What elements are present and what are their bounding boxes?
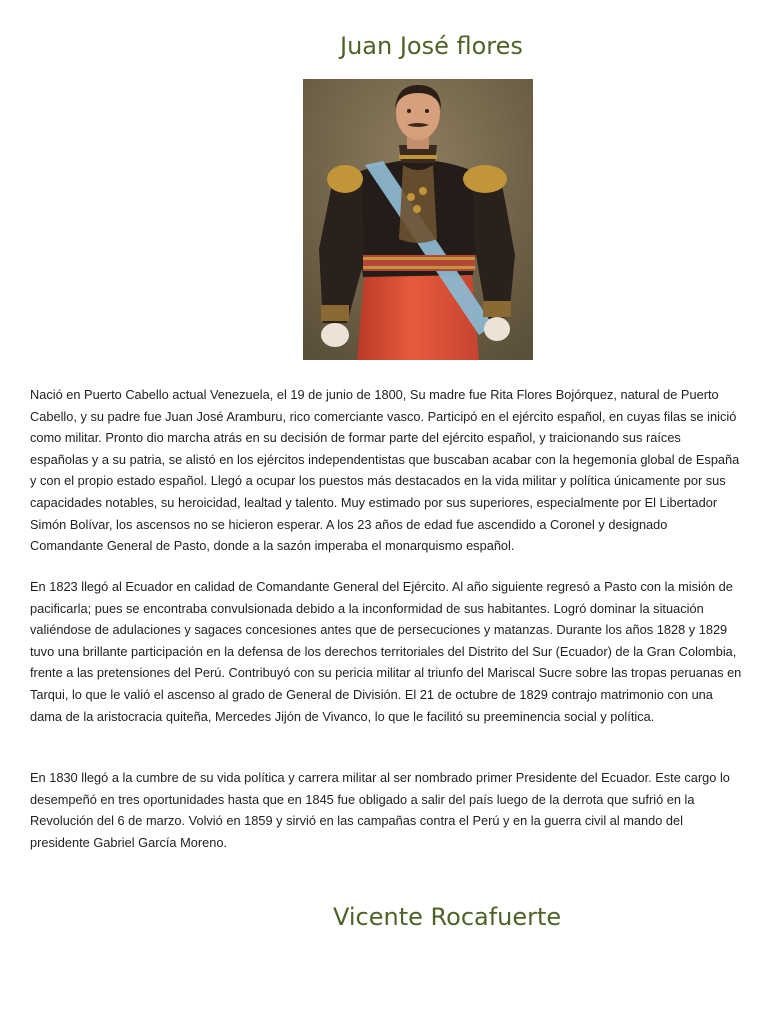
biography-paragraph-3: En 1830 llegó a la cumbre de su vida política y carrera militar al ser nombrado primer Presidente del Ecuador. Este cargo lo desempeñó en tres oportunidades hasta que en 1845 fue obligado a salir del país luego de la derrota que sufrió en la Revolución del 6 de marzo. Volvió en 1859 y sirvió en las campañas contra el Perú y en la guerra civil al mando del presidente Gabriel García Moreno.	[30, 770, 730, 850]
section-title-vicente-rocafuerte: Vicente Rocafuerte	[333, 903, 562, 931]
portrait-embroidery	[399, 165, 437, 243]
portrait-eye	[407, 109, 411, 113]
portrait-image-juan-jose-flores	[303, 79, 533, 360]
biography-paragraph-2: En 1823 llegó al Ecuador en calidad de Comandante General del Ejército. Al año siguiente regresó a Pasto con la misión de pacificarla; pues se encontraba convulsionada debido a la inconformidad de sus habitantes. Logró dominar la situación valiéndose de adulaciones y sagaces concesiones antes que de persecuciones y matanzas. Durante los años 1828 y 1829 tuvo una brillante participación en la defensa de los derechos territoriales del Distrito del Sur (Ecuador) de la Gran Colombia, frente a las pretensiones del Perú. Contribuyó con su pericia militar al triunfo del Mariscal Sucre sobre las tropas peruanas en Tarqui, lo que le valió el ascenso al grado de General de División. El 21 de octubre de 1829 contrajo matrimonio con una dama de la aristocracia quiteña, Mercedes Jijón de Vivanco, lo que le facilitó su preeminencia social y política.	[30, 579, 742, 724]
portrait-eye	[425, 109, 429, 113]
portrait-medal	[407, 193, 415, 201]
section-title-juan-jose-flores: Juan José flores	[340, 32, 523, 60]
portrait-medal	[413, 205, 421, 213]
portrait-belt-trim	[363, 257, 475, 260]
portrait-right-epaulette	[463, 165, 507, 193]
portrait-right-hand	[484, 317, 510, 341]
portrait-left-hand	[321, 323, 349, 347]
portrait-medal	[419, 187, 427, 195]
portrait-right-cuff	[483, 301, 511, 317]
portrait-collar-trim	[399, 155, 437, 159]
portrait-left-cuff	[321, 305, 349, 321]
portrait-belt-trim	[363, 266, 475, 269]
portrait-painting	[303, 79, 533, 360]
portrait-left-epaulette	[327, 165, 363, 193]
biography-paragraph-1: Nació en Puerto Cabello actual Venezuela, el 19 de junio de 1800, Su madre fue Rita Flores Bojórquez, natural de Puerto Cabello, y su padre fue Juan José Aramburu, rico comerciante vasco. Participó en el ejército español, en cuyas filas se inició como militar. Pronto dio marcha atrás en su decisión de formar parte del ejército español, y traicionando sus raíces españolas y a su patria, se alistó en los ejércitos independentistas que buscaban acabar con la hegemonía global de España y con el propio estado español. Llegó a ocupar los puestos más destacados en la vida militar y política únicamente por sus capacidades notables, su heroicidad, lealtad y talento. Muy estimado por sus superiores, especialmente por El Libertador Simón Bolívar, los ascensos no se hicieron esperar. A los 23 años de edad fue ascendido a Coronel y designado Comandante General de Pasto, donde a la sazón imperaba el monarquismo español.	[30, 387, 740, 554]
